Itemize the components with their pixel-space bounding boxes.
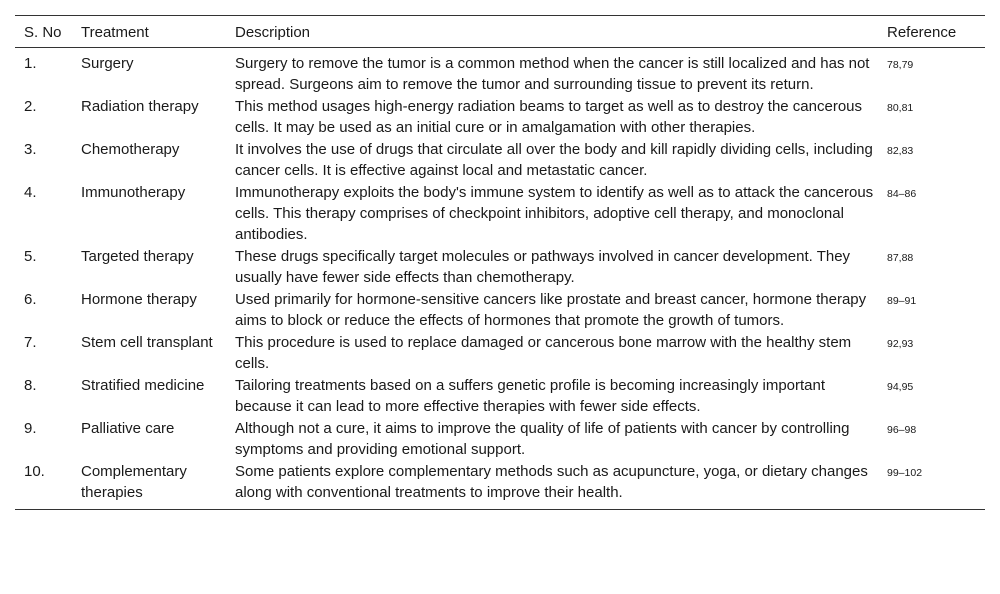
row-sno: 5.	[24, 248, 37, 265]
row-reference	[887, 139, 985, 182]
header-description: Description	[235, 24, 311, 41]
table-header	[15, 16, 985, 48]
row-sno: 8.	[24, 377, 37, 394]
row-sno: 1.	[24, 55, 37, 72]
table-row	[15, 96, 985, 139]
row-treatment: Immunotherapy	[81, 184, 186, 201]
table-row	[15, 139, 985, 182]
row-treatment: Stem cell transplant	[81, 334, 213, 351]
row-treatment: Hormone therapy	[81, 291, 197, 308]
row-treatment: Targeted therapy	[81, 248, 194, 265]
table-row	[15, 375, 985, 418]
treatment-table	[15, 15, 985, 510]
reference-link[interactable]: 99–102	[887, 467, 923, 479]
table-row	[15, 461, 985, 510]
row-description: This procedure is used to replace damaged or cancerous bone marrow with the healthy stem cells.	[235, 334, 852, 372]
row-description: These drugs specifically target molecules or pathways involved in cancer development. They usually have fewer side effects than chemotherapy.	[235, 248, 851, 286]
row-treatment: Complementary therapies	[81, 463, 187, 501]
header-row	[15, 16, 985, 48]
row-description: It involves the use of drugs that circulate all over the body and kill rapidly dividing cells, including cancer cells. It is effective against local and metastatic cancer.	[235, 141, 873, 179]
row-sno: 2.	[24, 98, 37, 115]
row-reference	[887, 461, 985, 510]
row-description: Although not a cure, it aims to improve the quality of life of patients with cancer by controlling symptoms and providing emotional support.	[235, 420, 850, 458]
table-row	[15, 289, 985, 332]
row-treatment: Surgery	[81, 55, 134, 72]
header-treatment: Treatment	[81, 24, 149, 41]
row-sno: 7.	[24, 334, 37, 351]
row-reference	[887, 418, 985, 461]
row-reference	[887, 48, 985, 97]
row-description: Used primarily for hormone-sensitive cancers like prostate and breast cancer, hormone therapy aims to block or reduce the effects of hormones that promote the growth of tumors.	[235, 291, 867, 329]
row-treatment: Chemotherapy	[81, 141, 180, 158]
row-treatment: Stratified medicine	[81, 377, 205, 394]
reference-link[interactable]: 94,95	[887, 381, 914, 393]
reference-link[interactable]: 78,79	[887, 59, 914, 71]
reference-link[interactable]: 96–98	[887, 424, 917, 436]
reference-link[interactable]: 84–86	[887, 188, 917, 200]
table-row	[15, 246, 985, 289]
row-description: Tailoring treatments based on a suffers genetic profile is becoming increasingly important because it can lead to more effective therapies with fewer side effects.	[235, 377, 826, 415]
row-sno: 3.	[24, 141, 37, 158]
row-treatment: Palliative care	[81, 420, 175, 437]
row-sno: 9.	[24, 420, 37, 437]
row-description: Immunotherapy exploits the body's immune system to identify as well as to attack the cancerous cells. This therapy comprises of checkpoint inhibitors, adoptive cell therapy, and monoclonal antibodies.	[235, 184, 874, 243]
row-sno: 10.	[24, 463, 45, 480]
row-description: This method usages high-energy radiation beams to target as well as to destroy the cancerous cells. It may be used as an initial cure or in amalgamation with other therapies.	[235, 98, 863, 136]
row-reference	[887, 96, 985, 139]
table-row	[15, 418, 985, 461]
row-reference	[887, 289, 985, 332]
table-body	[15, 48, 985, 510]
row-sno: 4.	[24, 184, 37, 201]
reference-link[interactable]: 89–91	[887, 295, 917, 307]
table-row	[15, 332, 985, 375]
reference-link[interactable]: 92,93	[887, 338, 914, 350]
row-description: Surgery to remove the tumor is a common method when the cancer is still localized and has not spread. Surgeons aim to remove the tumor and surrounding tissue to prevent its return.	[235, 55, 870, 93]
reference-link[interactable]: 82,83	[887, 145, 914, 157]
row-description: Some patients explore complementary methods such as acupuncture, yoga, or dietary changes along with conventional treatments to improve their health.	[235, 463, 868, 501]
table-row	[15, 48, 985, 97]
row-reference	[887, 246, 985, 289]
reference-link[interactable]: 80,81	[887, 102, 914, 114]
row-reference	[887, 332, 985, 375]
reference-link[interactable]: 87,88	[887, 252, 914, 264]
treatment-table-container	[15, 15, 985, 510]
header-reference: Reference	[887, 24, 957, 41]
header-sno: S. No	[24, 24, 62, 41]
row-reference	[887, 375, 985, 418]
row-reference	[887, 182, 985, 246]
row-treatment: Radiation therapy	[81, 98, 199, 115]
table-row	[15, 182, 985, 246]
row-sno: 6.	[24, 291, 37, 308]
